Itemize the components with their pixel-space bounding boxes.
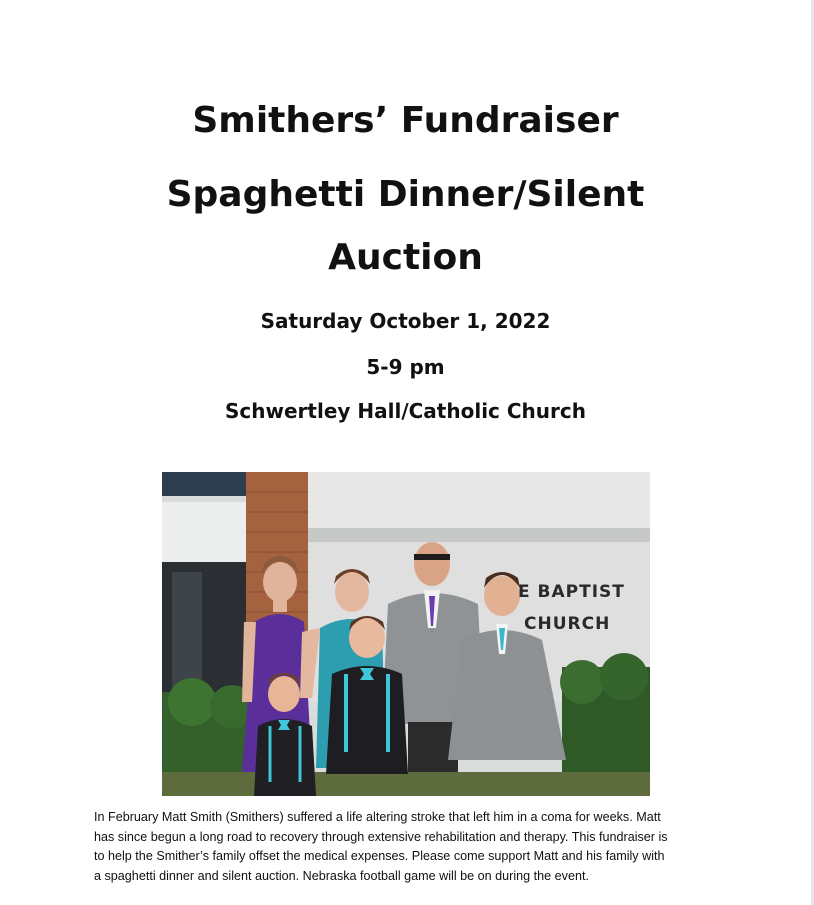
description-line: to help the Smither’s family offset the medical expenses. Please come support Matt and his family with xyxy=(94,849,665,863)
church-sign-line-1: E BAPTIST xyxy=(518,582,625,602)
description-line: a spaghetti dinner and silent auction. Nebraska football game will be on during the event. xyxy=(94,868,589,883)
title-line-2: Spaghetti Dinner/Silent xyxy=(166,174,645,215)
family-photo xyxy=(162,472,650,796)
event-location: Schwertley Hall/Catholic Church xyxy=(225,399,586,423)
church-sign-line-2: CHURCH xyxy=(524,614,611,634)
title-line-1: Smithers’ Fundraiser xyxy=(192,100,619,141)
event-date: Saturday October 1, 2022 xyxy=(260,309,551,333)
event-time: 5-9 pm xyxy=(366,355,445,379)
family-photo-illustration xyxy=(162,472,650,796)
description-line: In February Matt Smith (Smithers) suffered a life altering stroke that left him in a coma for weeks. Matt xyxy=(94,810,661,824)
description-paragraph xyxy=(94,808,724,886)
title-line-3: Auction xyxy=(328,237,483,278)
description-line: has since begun a long road to recovery through extensive rehabilitation and therapy. This fundraiser is xyxy=(94,829,668,844)
